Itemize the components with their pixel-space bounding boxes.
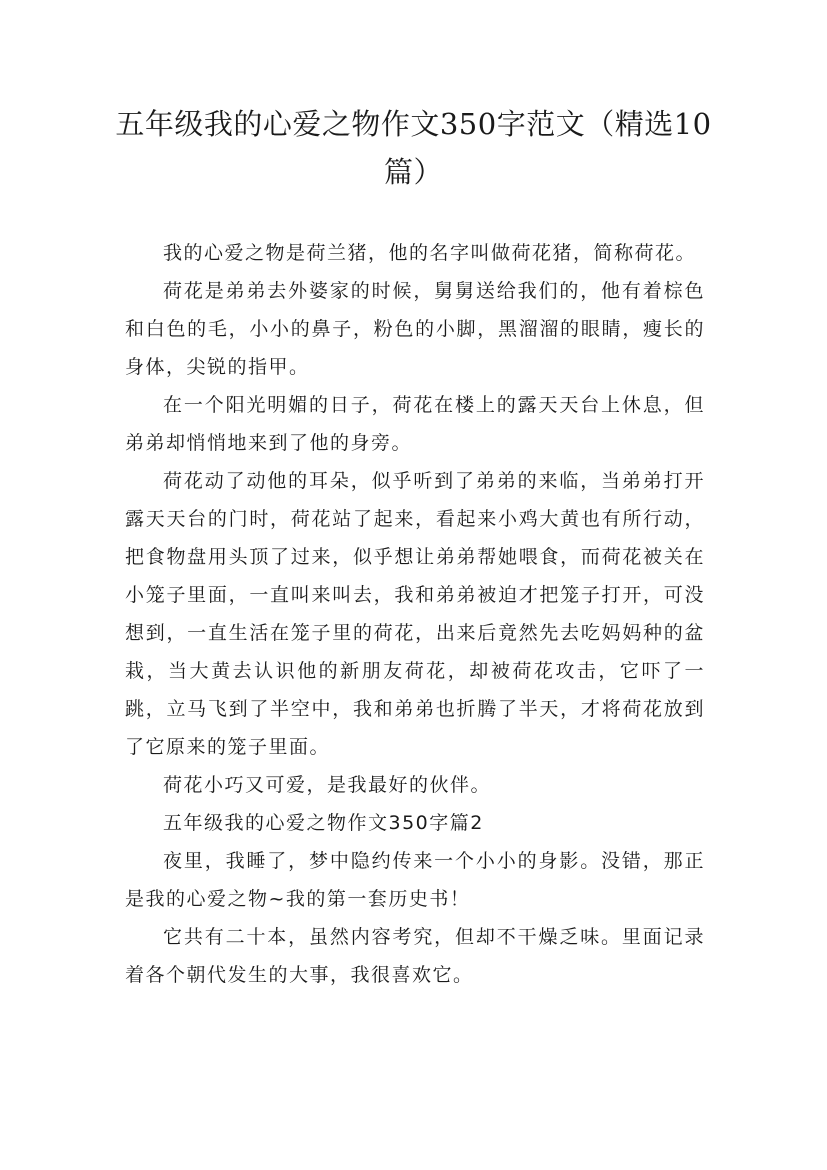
paragraph: 夜里，我睡了，梦中隐约传来一个小小的身影。没错，那正是我的心爱之物~我的第一套历史书！ (125, 850, 705, 910)
paragraph: 我的心爱之物是荷兰猪，他的名字叫做荷花猪，简称荷花。 (163, 242, 697, 264)
section-heading: 五年级我的心爱之物作文350字篇2 (163, 812, 484, 834)
document-title: 五年级我的心爱之物作文350字范文（精选10篇） (115, 107, 712, 189)
paragraph: 荷花小巧又可爱，是我最好的伙伴。 (163, 774, 492, 796)
document-body (125, 234, 705, 994)
paragraph: 荷花动了动他的耳朵，似乎听到了弟弟的来临，当弟弟打开露天天台的门时，荷花站了起来，看起来小鸡大黄也有所行动，把食物盘用头顶了过来，似乎想让弟弟帮她喂食，而荷花被关在小笼子里面，一直叫来叫去，我和弟弟被迫才把笼子打开，可没想到，一直生活在笼子里的荷花，出来后竟然先去吃妈妈种的盆栽，当大黄去认识他的新朋友荷花，却被荷花攻击，它吓了一跳，立马飞到了半空中，我和弟弟也折腾了半天，才将荷花放到了它原来的笼子里面。 (125, 470, 705, 758)
paragraph: 在一个阳光明媚的日子，荷花在楼上的露天天台上休息，但弟弟却悄悄地来到了他的身旁。 (125, 394, 705, 454)
paragraph: 荷花是弟弟去外婆家的时候，舅舅送给我们的，他有着棕色和白色的毛，小小的鼻子，粉色的小脚，黑溜溜的眼睛，瘦长的身体，尖锐的指甲。 (125, 280, 705, 378)
paragraph: 它共有二十本，虽然内容考究，但却不干燥乏味。里面记录着各个朝代发生的大事，我很喜欢它。 (125, 926, 705, 986)
